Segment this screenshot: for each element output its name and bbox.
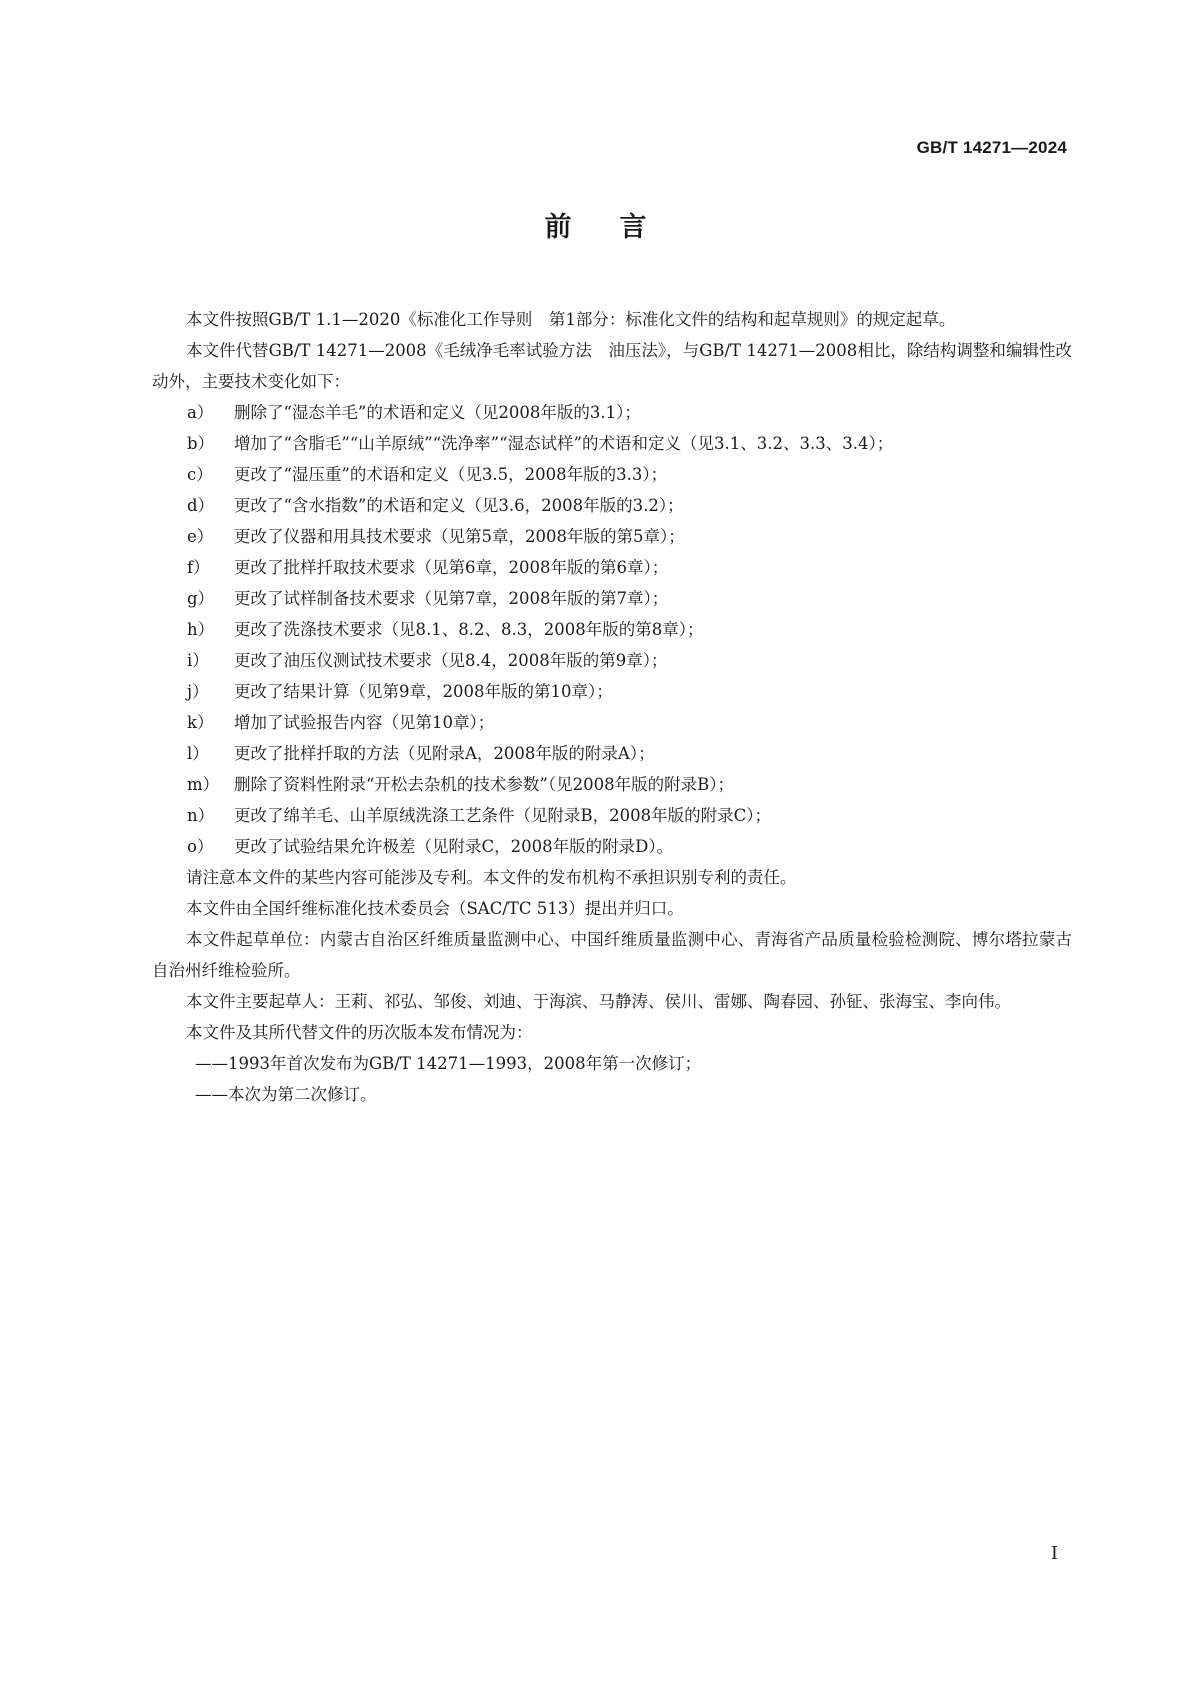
list-item-label: d） (187, 496, 215, 515)
list-item (152, 552, 1072, 583)
list-item-label: i） (187, 651, 209, 670)
list-item-text: 更改了油压仪测试技术要求（见8.4，2008年版的第9章）； (234, 651, 668, 670)
list-item (152, 428, 1072, 459)
list-item-label: b） (187, 434, 215, 453)
list-item-label: n） (187, 806, 215, 825)
list-item-text: 更改了批样扦取技术要求（见第6章，2008年版的第6章）； (234, 558, 669, 577)
list-item-label: g） (187, 589, 215, 608)
list-item-text: 更改了“含水指数”的术语和定义（见3.6，2008年版的3.2）； (234, 496, 684, 515)
list-item (152, 521, 1072, 552)
paragraph-history-intro: 本文件及其所代替文件的历次版本发布情况为： (186, 1023, 533, 1042)
list-item-label: m） (187, 775, 220, 794)
list-item-text: 删除了“湿态羊毛”的术语和定义（见2008年版的3.1）； (234, 403, 641, 422)
list-item-label: o） (187, 837, 214, 856)
list-item (152, 397, 1072, 428)
list-item (152, 707, 1072, 738)
page-title (0, 205, 1191, 244)
list-item-label: l） (187, 744, 209, 763)
list-item-label: h） (187, 620, 215, 639)
paragraph-drafters: 本文件主要起草人：王莉、祁弘、邹俊、刘迪、于海滨、马静涛、侯川、雷娜、陶春园、孙钲、张海宝、李向伟。 (186, 992, 1011, 1011)
list-item-text: 更改了结果计算（见第9章，2008年版的第10章）； (234, 682, 613, 701)
standard-code: GB/T 14271—2024 (916, 138, 1067, 157)
list-item (152, 831, 1072, 862)
list-item (152, 800, 1072, 831)
list-item-label: c） (187, 465, 213, 484)
list-item-label: e） (187, 527, 214, 546)
list-item (152, 614, 1072, 645)
list-item-text: 删除了资料性附录“开松去杂机的技术参数”（见2008年版的附录B）； (234, 775, 734, 794)
list-item-label: f） (187, 558, 210, 577)
title-char-2: 言 (619, 212, 647, 243)
list-item-text: 更改了“湿压重”的术语和定义（见3.5，2008年版的3.3）； (234, 465, 668, 484)
list-item-label: a） (187, 403, 214, 422)
changes-list (152, 397, 1072, 862)
page-number: I (1050, 1543, 1058, 1564)
list-item-text: 增加了试验报告内容（见第10章）； (234, 713, 495, 732)
list-item-text: 更改了试样制备技术要求（见第7章，2008年版的第7章）； (234, 589, 669, 608)
list-item-text: 更改了绵羊毛、山羊原绒洗涤工艺条件（见附录B，2008年版的附录C）； (234, 806, 771, 825)
list-item-label: j） (187, 682, 209, 701)
list-item (152, 459, 1072, 490)
title-char-1: 前 (544, 212, 572, 243)
list-item (152, 490, 1072, 521)
list-item-text: 更改了洗涤技术要求（见8.1、8.2、8.3，2008年版的第8章）； (234, 620, 704, 639)
list-item-text: 更改了批样扦取的方法（见附录A，2008年版的附录A）； (234, 744, 655, 763)
paragraph-drafting-rules: 本文件按照GB/T 1.1—2020《标准化工作导则 第1部分：标准化文件的结构和起草规则》的规定起草。 (186, 310, 956, 329)
paragraph-replaces: 本文件代替GB/T 14271—2008《毛绒净毛率试验方法 油压法》，与GB/T 14271—2008相比，除结构调整和编辑性改动外，主要技术变化如下： (152, 341, 1072, 391)
paragraph-proposer: 本文件由全国纤维标准化技术委员会（SAC/TC 513）提出并归口。 (186, 899, 684, 918)
list-item (152, 676, 1072, 707)
list-item (152, 769, 1072, 800)
list-item (152, 738, 1072, 769)
list-item-text: 更改了仪器和用具技术要求（见第5章，2008年版的第5章）； (234, 527, 685, 546)
history-item: ——本次为第二次修订。 (195, 1085, 377, 1104)
list-item (152, 583, 1072, 614)
list-item-label: k） (187, 713, 214, 732)
foreword-body (152, 304, 1072, 1110)
history-item: ——1993年首次发布为GB/T 14271—1993，2008年第一次修订； (195, 1054, 702, 1073)
list-item (152, 645, 1072, 676)
paragraph-drafting-units: 本文件起草单位：内蒙古自治区纤维质量监测中心、中国纤维质量监测中心、青海省产品质量检验检测院、博尔塔拉蒙古自治州纤维检验所。 (152, 930, 1072, 980)
list-item-text: 更改了试验结果允许极差（见附录C，2008年版的附录D）。 (234, 837, 674, 856)
history-list (152, 1048, 1072, 1110)
paragraph-patent-notice: 请注意本文件的某些内容可能涉及专利。本文件的发布机构不承担识别专利的责任。 (186, 868, 797, 887)
list-item-text: 增加了“含脂毛”“山羊原绒”“洗净率”“湿态试样”的术语和定义（见3.1、3.2、3.3、3.4）； (234, 434, 894, 453)
